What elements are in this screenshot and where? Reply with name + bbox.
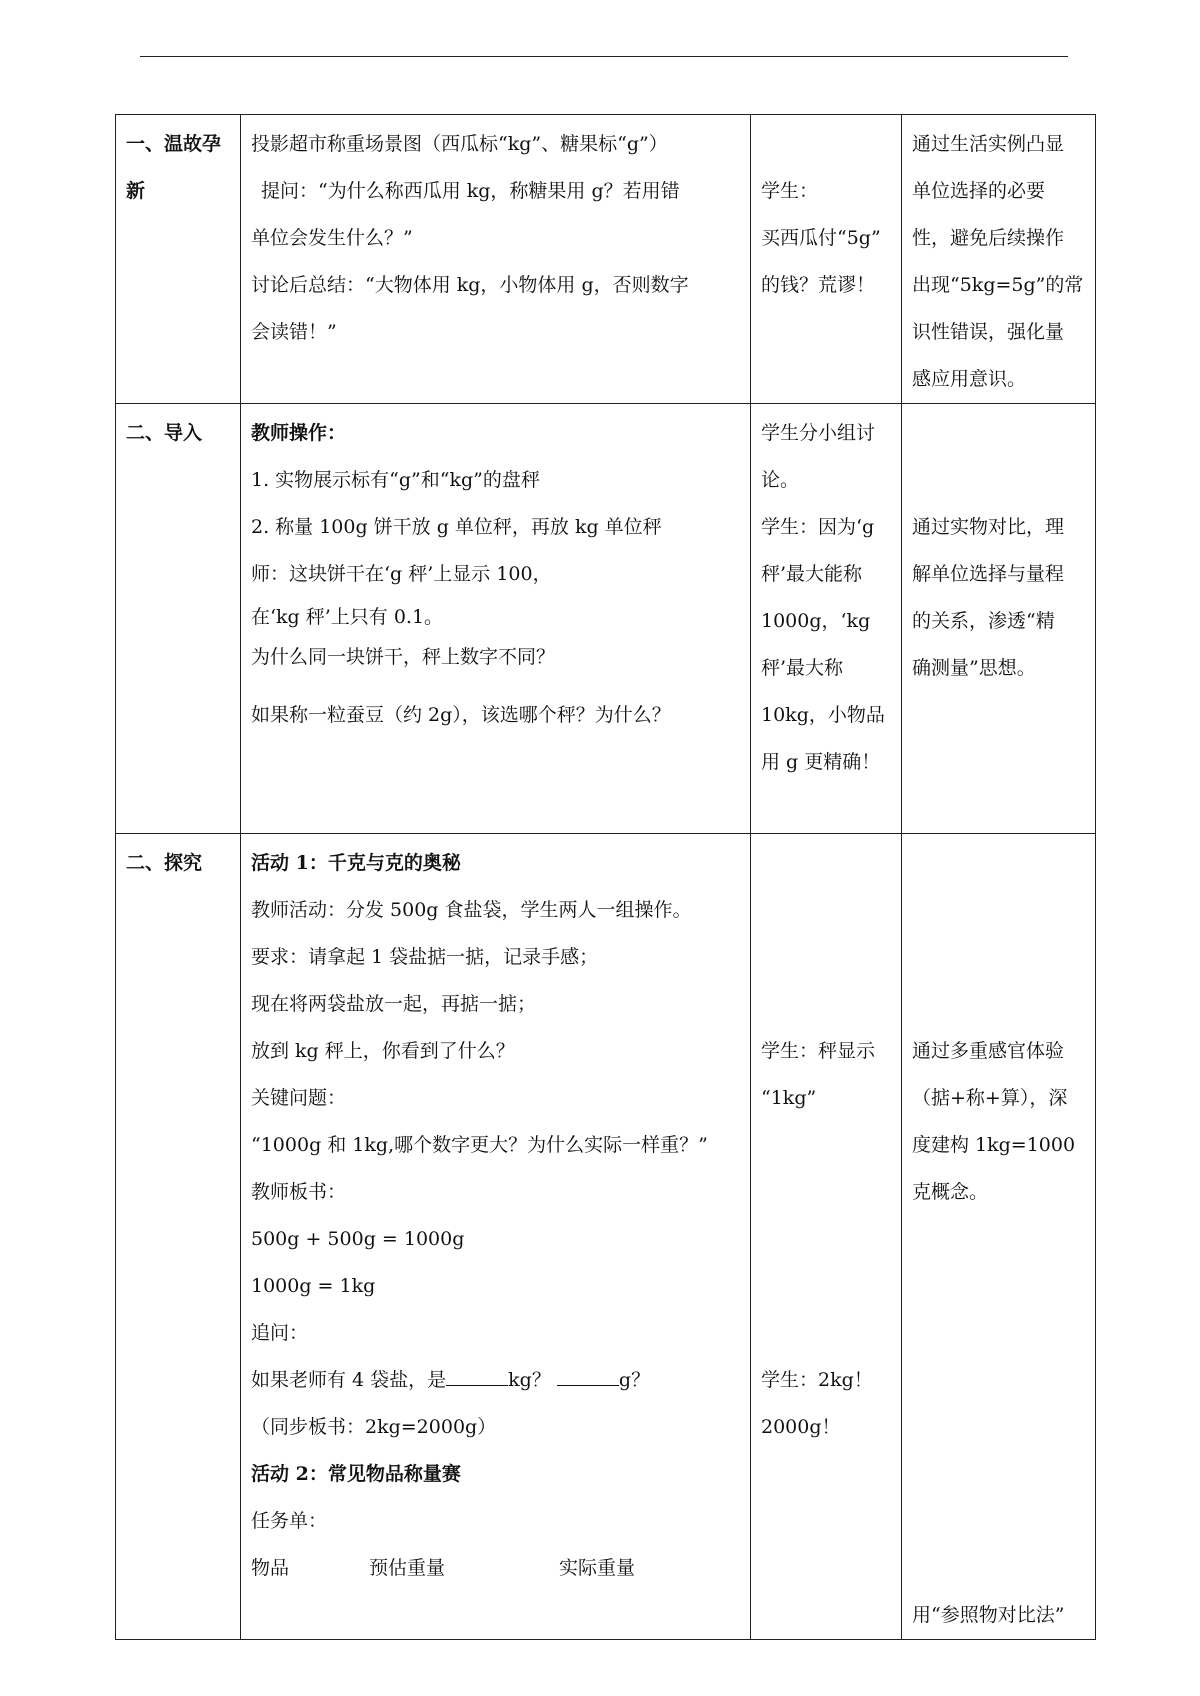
teacher-line: 投影超市称重场景图（西瓜标“kg”、糖果标“g”） [251,133,668,155]
followup-question-text: g？ [618,1369,651,1391]
intent-cell [902,115,1096,404]
teacher-line: 2. 称量 100g 饼干放 g 单位秤，再放 kg 单位秤 [251,516,662,538]
student-line: 学生：秤显示 [761,1040,876,1062]
followup-question [251,1357,740,1404]
intent-line: 确测量”思想。 [912,657,1036,679]
student-line: 的钱？荒谬！ [761,274,876,296]
teacher-cell [241,834,751,1640]
student-line: 论。 [761,469,800,491]
teacher-line: 单位会发生什么？” [251,227,413,249]
followup-question-text: 如果老师有 4 袋盐，是 [251,1369,447,1391]
table-row-explore [116,834,1096,1640]
task-column-header: 物品 [251,1557,290,1579]
student-line: 学生分小组讨 [761,422,876,444]
activity-1-title: 活动 1：千克与克的奥秘 [251,852,461,874]
teacher-line: 要求：请拿起 1 袋盐掂一掂，记录手感； [251,946,599,968]
intent-line: 用“参照物对比法” [912,1604,1065,1626]
teacher-line: 1. 实物展示标有“g”和“kg”的盘秤 [251,469,540,491]
teacher-line: 讨论后总结：“大物体用 kg，小物体用 g，否则数字 [251,274,689,296]
fill-blank [446,1367,508,1386]
intent-line: 通过生活实例凸显 [912,133,1065,155]
intent-line: 出现“5kg=5g”的常 [912,274,1084,296]
intent-line: 度建构 1kg=1000 [912,1134,1076,1156]
intent-line: 识性错误，强化量 [912,321,1065,343]
activity-2-title: 活动 2：常见物品称量赛 [251,1463,461,1485]
intent-cell [902,834,1096,1640]
student-line: 学生：2kg！ [761,1369,873,1391]
teacher-line: 如果称一粒蚕豆（约 2g），该选哪个秤？为什么？ [251,704,671,726]
stage-cell [116,834,241,1640]
intent-line: （掂+称+算），深 [912,1087,1068,1109]
followup-note: （同步板书：2kg=2000g） [251,1416,497,1438]
stage-label: 一、温故孕新 [126,133,222,202]
intent-line: 的关系，渗透“精 [912,610,1055,632]
student-line: 秤’最大称 [761,657,844,679]
table-row-review [116,115,1096,404]
stage-label: 二、导入 [126,422,203,444]
intent-line: 克概念。 [912,1181,989,1203]
task-header-row [251,1545,740,1592]
board-equation: 500g + 500g = 1000g [251,1228,465,1250]
intent-line: 解单位选择与量程 [912,563,1065,585]
teacher-line: 师：这块饼干在‘g 秤’上显示 100， [251,563,552,585]
table-row-intro [116,404,1096,834]
teacher-line: “1000g 和 1kg,哪个数字更大？为什么实际一样重？” [251,1134,708,1156]
lesson-plan-table [115,114,1096,1640]
task-column-header: 实际重量 [559,1557,636,1579]
teacher-line: 放到 kg 秤上，你看到了什么？ [251,1040,515,1062]
teacher-line: 为什么同一块饼干，秤上数字不同？ [251,646,556,668]
student-line: 买西瓜付“5g” [761,227,881,249]
intent-line: 单位选择的必要 [912,180,1046,202]
student-line: 10kg，小物品 [761,704,885,726]
task-label: 任务单： [251,1510,328,1532]
intent-line: 通过实物对比，理 [912,516,1065,538]
teacher-heading: 教师操作： [251,422,347,444]
student-cell [751,834,902,1640]
page-header-rule [140,56,1068,57]
student-line: 学生： [761,180,819,202]
student-line: 学生：因为‘g [761,516,875,538]
stage-cell [116,115,241,404]
fill-blank [557,1367,619,1386]
followup-question-text: kg？ [508,1369,551,1391]
teacher-cell [241,404,751,834]
intent-cell [902,404,1096,834]
student-line: 2000g！ [761,1416,841,1438]
student-line: 用 g 更精确！ [761,751,881,773]
student-line: 1000g，‘kg [761,610,871,632]
intent-line: 感应用意识。 [912,368,1027,390]
teacher-line: 关键问题： [251,1087,347,1109]
student-line: 秤’最大能称 [761,563,863,585]
teacher-line: 会读错！” [251,321,337,343]
teacher-line: 追问： [251,1322,309,1344]
student-line: “1kg” [761,1087,817,1109]
student-cell [751,404,902,834]
teacher-line: 现在将两袋盐放一起，再掂一掂； [251,993,537,1015]
intent-line: 通过多重感官体验 [912,1040,1065,1062]
stage-cell [116,404,241,834]
task-column-header: 预估重量 [369,1557,446,1579]
teacher-cell [241,115,751,404]
board-equation: 1000g = 1kg [251,1275,376,1297]
teacher-line: 在‘kg 秤’上只有 0.1。 [251,606,444,628]
intent-line: 性，避免后续操作 [912,227,1065,249]
teacher-line: 教师活动：分发 500g 食盐袋，学生两人一组操作。 [251,899,692,921]
stage-label: 二、探究 [126,852,203,874]
student-cell [751,115,902,404]
teacher-line: 教师板书： [251,1181,347,1203]
teacher-line: 提问：“为什么称西瓜用 kg，称糖果用 g？若用错 [261,180,680,202]
